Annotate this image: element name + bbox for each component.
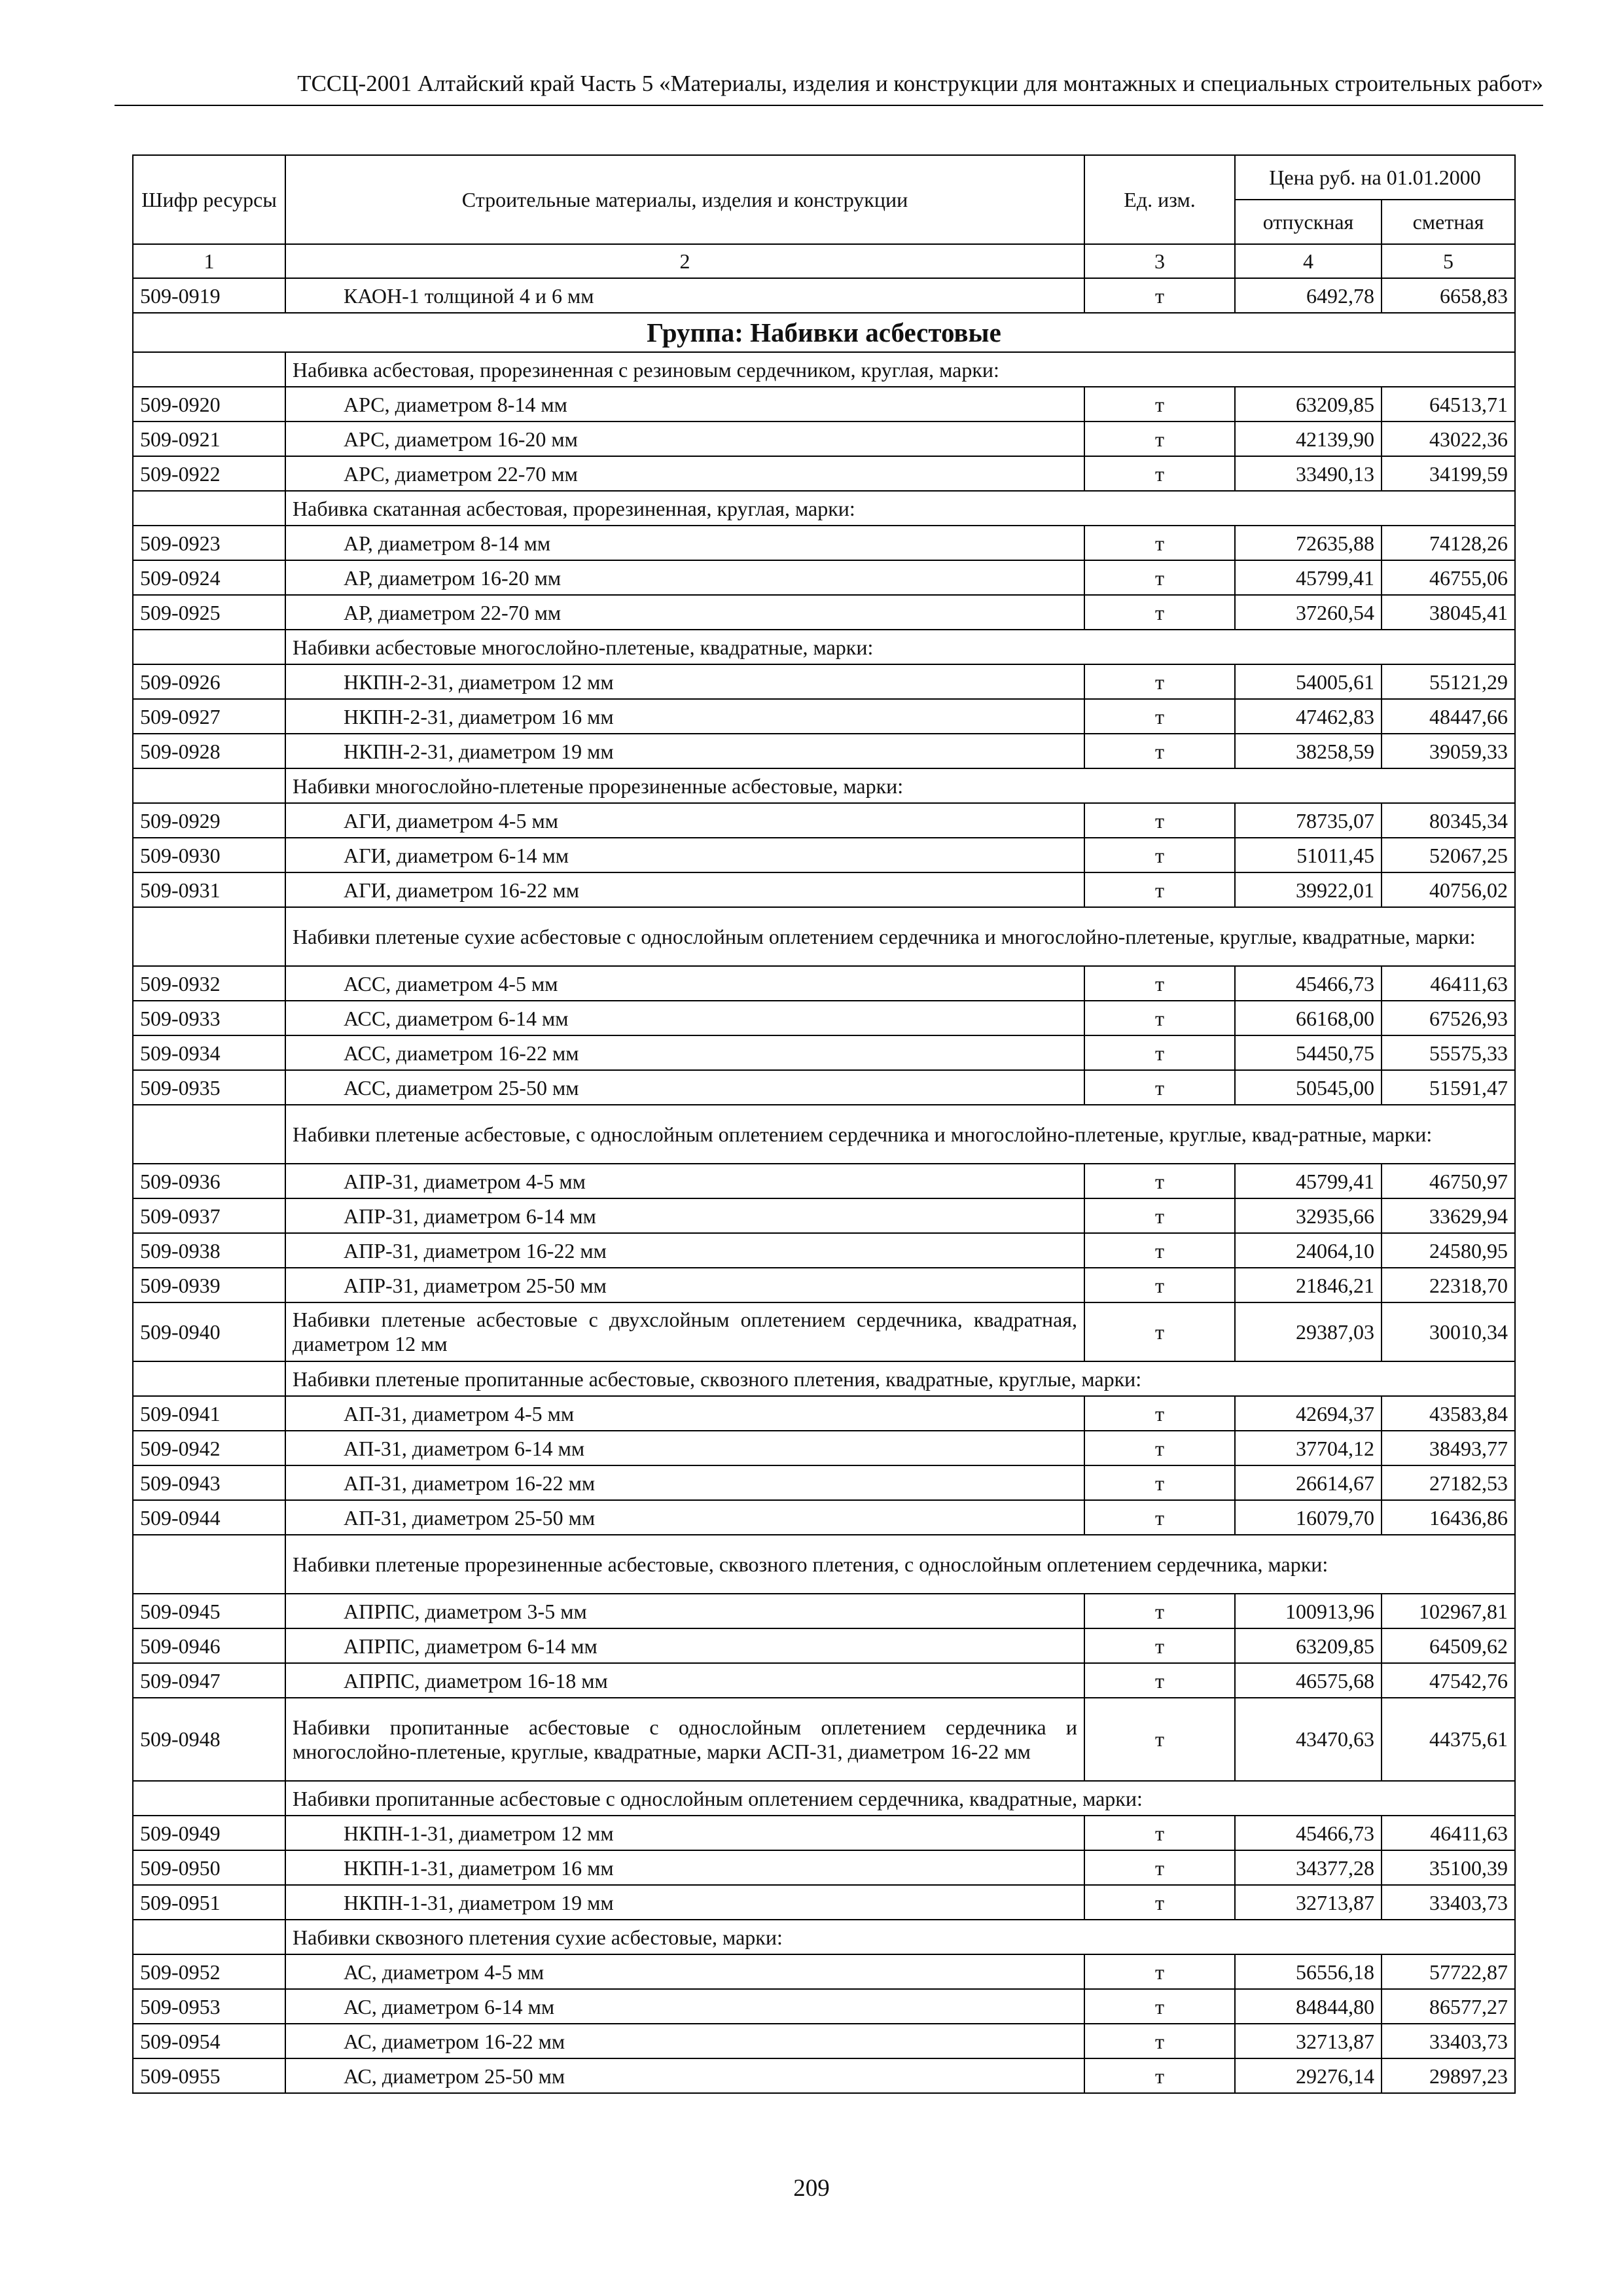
table-body bbox=[133, 278, 1515, 2093]
subheading-row bbox=[133, 1781, 1515, 1816]
table-row bbox=[133, 872, 1515, 907]
table-row bbox=[133, 1663, 1515, 1698]
material-name: АПРПС, диаметром 3-5 мм bbox=[285, 1594, 1084, 1628]
material-name: АГИ, диаметром 6-14 мм bbox=[285, 838, 1084, 872]
unit-cell: т bbox=[1084, 1954, 1235, 1989]
release-price: 63209,85 bbox=[1235, 1628, 1382, 1663]
release-price: 37260,54 bbox=[1235, 595, 1382, 630]
estimate-price: 38045,41 bbox=[1382, 595, 1515, 630]
unit-cell: т bbox=[1084, 664, 1235, 699]
estimate-price: 102967,81 bbox=[1382, 1594, 1515, 1628]
resource-code: 509-0923 bbox=[133, 526, 285, 560]
material-name: АС, диаметром 6-14 мм bbox=[285, 1989, 1084, 2024]
resource-code: 509-0953 bbox=[133, 1989, 285, 2024]
estimate-price: 24580,95 bbox=[1382, 1233, 1515, 1268]
material-name: АС, диаметром 4-5 мм bbox=[285, 1954, 1084, 1989]
estimate-price: 22318,70 bbox=[1382, 1268, 1515, 1302]
material-name: АГИ, диаметром 4-5 мм bbox=[285, 803, 1084, 838]
group-heading: Группа: Набивки асбестовые bbox=[133, 313, 1515, 352]
resource-code: 509-0930 bbox=[133, 838, 285, 872]
release-price: 24064,10 bbox=[1235, 1233, 1382, 1268]
unit-cell: т bbox=[1084, 1268, 1235, 1302]
material-name: АПР-31, диаметром 16-22 мм bbox=[285, 1233, 1084, 1268]
estimate-price: 55575,33 bbox=[1382, 1035, 1515, 1070]
material-name: АРС, диаметром 8-14 мм bbox=[285, 387, 1084, 422]
resource-code: 509-0950 bbox=[133, 1850, 285, 1885]
unit-cell: т bbox=[1084, 872, 1235, 907]
release-price: 100913,96 bbox=[1235, 1594, 1382, 1628]
estimate-price: 16436,86 bbox=[1382, 1500, 1515, 1535]
header-rule bbox=[115, 105, 1543, 106]
resource-code: 509-0955 bbox=[133, 2058, 285, 2093]
release-price: 16079,70 bbox=[1235, 1500, 1382, 1535]
estimate-price: 46755,06 bbox=[1382, 560, 1515, 595]
resource-code: 509-0949 bbox=[133, 1816, 285, 1850]
subheading-row bbox=[133, 1920, 1515, 1954]
col-header-name: Строительные материалы, изделия и конструкции bbox=[285, 155, 1084, 244]
release-price: 56556,18 bbox=[1235, 1954, 1382, 1989]
table-row bbox=[133, 1850, 1515, 1885]
table-row bbox=[133, 1816, 1515, 1850]
estimate-price: 33403,73 bbox=[1382, 1885, 1515, 1920]
unit-cell: т bbox=[1084, 456, 1235, 491]
resource-code: 509-0938 bbox=[133, 1233, 285, 1268]
material-name: АС, диаметром 16-22 мм bbox=[285, 2024, 1084, 2058]
subheading-row bbox=[133, 630, 1515, 664]
unit-cell: т bbox=[1084, 1070, 1235, 1105]
material-name: НКПН-1-31, диаметром 16 мм bbox=[285, 1850, 1084, 1885]
resource-code: 509-0924 bbox=[133, 560, 285, 595]
table-row bbox=[133, 560, 1515, 595]
release-price: 32935,66 bbox=[1235, 1198, 1382, 1233]
resource-code: 509-0933 bbox=[133, 1001, 285, 1035]
material-name: АСС, диаметром 6-14 мм bbox=[285, 1001, 1084, 1035]
unit-cell: т bbox=[1084, 1198, 1235, 1233]
material-name: АСС, диаметром 4-5 мм bbox=[285, 966, 1084, 1001]
release-price: 78735,07 bbox=[1235, 803, 1382, 838]
resource-code: 509-0954 bbox=[133, 2024, 285, 2058]
release-price: 50545,00 bbox=[1235, 1070, 1382, 1105]
empty-cell bbox=[133, 1361, 285, 1396]
material-name: АПРПС, диаметром 16-18 мм bbox=[285, 1663, 1084, 1698]
release-price: 46575,68 bbox=[1235, 1663, 1382, 1698]
material-name: АП-31, диаметром 6-14 мм bbox=[285, 1431, 1084, 1465]
estimate-price: 80345,34 bbox=[1382, 803, 1515, 838]
resource-code: 509-0935 bbox=[133, 1070, 285, 1105]
estimate-price: 46411,63 bbox=[1382, 1816, 1515, 1850]
release-price: 42694,37 bbox=[1235, 1396, 1382, 1431]
resource-code: 509-0937 bbox=[133, 1198, 285, 1233]
unit-cell: т bbox=[1084, 2024, 1235, 2058]
table-row bbox=[133, 1989, 1515, 2024]
material-name: Набивки пропитанные асбестовые с однослойным оплетением сердечника и многослойно-плетеные, круглые, квадратные, марки АСП-31, диаметром 16-22 мм bbox=[285, 1698, 1084, 1781]
material-name: АПР-31, диаметром 25-50 мм bbox=[285, 1268, 1084, 1302]
unit-cell: т bbox=[1084, 699, 1235, 734]
unit-cell: т bbox=[1084, 1816, 1235, 1850]
unit-cell: т bbox=[1084, 1989, 1235, 2024]
col-header-estimate-price: сметная bbox=[1382, 200, 1515, 244]
unit-cell: т bbox=[1084, 278, 1235, 313]
estimate-price: 74128,26 bbox=[1382, 526, 1515, 560]
estimate-price: 67526,93 bbox=[1382, 1001, 1515, 1035]
table-row bbox=[133, 1198, 1515, 1233]
release-price: 66168,00 bbox=[1235, 1001, 1382, 1035]
table-row bbox=[133, 1035, 1515, 1070]
material-name: АРС, диаметром 16-20 мм bbox=[285, 422, 1084, 456]
estimate-price: 38493,77 bbox=[1382, 1431, 1515, 1465]
page-number: 209 bbox=[793, 2175, 830, 2202]
table-row bbox=[133, 595, 1515, 630]
subheading-row bbox=[133, 1361, 1515, 1396]
unit-cell: т bbox=[1084, 1035, 1235, 1070]
release-price: 32713,87 bbox=[1235, 2024, 1382, 2058]
release-price: 51011,45 bbox=[1235, 838, 1382, 872]
estimate-price: 33403,73 bbox=[1382, 2024, 1515, 2058]
subheading-text: Набивка асбестовая, прорезиненная с резиновым сердечником, круглая, марки: bbox=[285, 352, 1515, 387]
table-row bbox=[133, 734, 1515, 768]
subheading-row bbox=[133, 907, 1515, 966]
material-name: АПР-31, диаметром 4-5 мм bbox=[285, 1164, 1084, 1198]
unit-cell: т bbox=[1084, 526, 1235, 560]
release-price: 42139,90 bbox=[1235, 422, 1382, 456]
resource-code: 509-0929 bbox=[133, 803, 285, 838]
estimate-price: 55121,29 bbox=[1382, 664, 1515, 699]
estimate-price: 27182,53 bbox=[1382, 1465, 1515, 1500]
table-row bbox=[133, 966, 1515, 1001]
material-name: АП-31, диаметром 4-5 мм bbox=[285, 1396, 1084, 1431]
subheading-row bbox=[133, 491, 1515, 526]
column-number: 5 bbox=[1382, 244, 1515, 278]
subheading-text: Набивки пропитанные асбестовые с однослойным оплетением сердечника, квадратные, марки: bbox=[285, 1781, 1515, 1816]
unit-cell: т bbox=[1084, 803, 1235, 838]
subheading-row bbox=[133, 352, 1515, 387]
table-row bbox=[133, 1628, 1515, 1663]
release-price: 45466,73 bbox=[1235, 966, 1382, 1001]
table-row bbox=[133, 1233, 1515, 1268]
material-name: АР, диаметром 22-70 мм bbox=[285, 595, 1084, 630]
material-name: Набивки плетеные асбестовые с двухслойным оплетением сердечника, квадратная, диаметром 12 мм bbox=[285, 1302, 1084, 1361]
table-row bbox=[133, 387, 1515, 422]
table-row bbox=[133, 1594, 1515, 1628]
table-row bbox=[133, 1070, 1515, 1105]
unit-cell: т bbox=[1084, 1628, 1235, 1663]
material-name: НКПН-1-31, диаметром 12 мм bbox=[285, 1816, 1084, 1850]
resource-code: 509-0925 bbox=[133, 595, 285, 630]
subheading-text: Набивки многослойно-плетеные прорезиненные асбестовые, марки: bbox=[285, 768, 1515, 803]
subheading-text: Набивки плетеные сухие асбестовые с однослойным оплетением сердечника и многослойно-плетеные, круглые, квадратные, марки: bbox=[285, 907, 1515, 966]
subheading-text: Набивки сквозного плетения сухие асбестовые, марки: bbox=[285, 1920, 1515, 1954]
release-price: 54005,61 bbox=[1235, 664, 1382, 699]
column-number: 2 bbox=[285, 244, 1084, 278]
resource-code: 509-0932 bbox=[133, 966, 285, 1001]
material-name: АРС, диаметром 22-70 мм bbox=[285, 456, 1084, 491]
unit-cell: т bbox=[1084, 1850, 1235, 1885]
resource-code: 509-0927 bbox=[133, 699, 285, 734]
col-header-code: Шифр ресурсы bbox=[133, 155, 285, 244]
estimate-price: 29897,23 bbox=[1382, 2058, 1515, 2093]
resource-code: 509-0939 bbox=[133, 1268, 285, 1302]
release-price: 6492,78 bbox=[1235, 278, 1382, 313]
release-price: 37704,12 bbox=[1235, 1431, 1382, 1465]
resource-code: 509-0945 bbox=[133, 1594, 285, 1628]
estimate-price: 35100,39 bbox=[1382, 1850, 1515, 1885]
material-name: АПР-31, диаметром 6-14 мм bbox=[285, 1198, 1084, 1233]
material-name: АС, диаметром 25-50 мм bbox=[285, 2058, 1084, 2093]
unit-cell: т bbox=[1084, 595, 1235, 630]
release-price: 32713,87 bbox=[1235, 1885, 1382, 1920]
release-price: 54450,75 bbox=[1235, 1035, 1382, 1070]
table-row bbox=[133, 456, 1515, 491]
resource-code: 509-0942 bbox=[133, 1431, 285, 1465]
release-price: 33490,13 bbox=[1235, 456, 1382, 491]
empty-cell bbox=[133, 907, 285, 966]
unit-cell: т bbox=[1084, 1164, 1235, 1198]
empty-cell bbox=[133, 1535, 285, 1594]
unit-cell: т bbox=[1084, 1465, 1235, 1500]
resource-code: 509-0941 bbox=[133, 1396, 285, 1431]
estimate-price: 44375,61 bbox=[1382, 1698, 1515, 1781]
unit-cell: т bbox=[1084, 560, 1235, 595]
unit-cell: т bbox=[1084, 1396, 1235, 1431]
material-name: АП-31, диаметром 25-50 мм bbox=[285, 1500, 1084, 1535]
table-row bbox=[133, 1396, 1515, 1431]
resource-code: 509-0926 bbox=[133, 664, 285, 699]
column-number-row bbox=[133, 244, 1515, 278]
empty-cell bbox=[133, 1781, 285, 1816]
empty-cell bbox=[133, 1105, 285, 1164]
release-price: 26614,67 bbox=[1235, 1465, 1382, 1500]
empty-cell bbox=[133, 1920, 285, 1954]
subheading-text: Набивки плетеные пропитанные асбестовые, сквозного плетения, квадратные, круглые, марки: bbox=[285, 1361, 1515, 1396]
release-price: 29387,03 bbox=[1235, 1302, 1382, 1361]
material-name: НКПН-1-31, диаметром 19 мм bbox=[285, 1885, 1084, 1920]
material-name: КАОН-1 толщиной 4 и 6 мм bbox=[285, 278, 1084, 313]
estimate-price: 43022,36 bbox=[1382, 422, 1515, 456]
unit-cell: т bbox=[1084, 387, 1235, 422]
resource-code: 509-0936 bbox=[133, 1164, 285, 1198]
table-row bbox=[133, 2024, 1515, 2058]
resource-code: 509-0947 bbox=[133, 1663, 285, 1698]
material-name: НКПН-2-31, диаметром 12 мм bbox=[285, 664, 1084, 699]
resource-code: 509-0931 bbox=[133, 872, 285, 907]
estimate-price: 46411,63 bbox=[1382, 966, 1515, 1001]
unit-cell: т bbox=[1084, 1001, 1235, 1035]
empty-cell bbox=[133, 491, 285, 526]
col-header-price-group: Цена руб. на 01.01.2000 bbox=[1235, 155, 1515, 200]
estimate-price: 6658,83 bbox=[1382, 278, 1515, 313]
estimate-price: 40756,02 bbox=[1382, 872, 1515, 907]
unit-cell: т bbox=[1084, 1698, 1235, 1781]
table-row bbox=[133, 278, 1515, 313]
estimate-price: 46750,97 bbox=[1382, 1164, 1515, 1198]
empty-cell bbox=[133, 630, 285, 664]
running-header: ТССЦ-2001 Алтайский край Часть 5 «Материалы, изделия и конструкции для монтажных и специальных строительных работ» bbox=[297, 71, 1543, 96]
table-row bbox=[133, 1885, 1515, 1920]
resource-code: 509-0948 bbox=[133, 1698, 285, 1781]
subheading-row bbox=[133, 768, 1515, 803]
release-price: 21846,21 bbox=[1235, 1268, 1382, 1302]
group-heading-row bbox=[133, 313, 1515, 352]
table-row bbox=[133, 1698, 1515, 1781]
resource-code: 509-0922 bbox=[133, 456, 285, 491]
resource-code: 509-0946 bbox=[133, 1628, 285, 1663]
unit-cell: т bbox=[1084, 966, 1235, 1001]
unit-cell: т bbox=[1084, 1302, 1235, 1361]
subheading-row bbox=[133, 1535, 1515, 1594]
estimate-price: 39059,33 bbox=[1382, 734, 1515, 768]
resource-code: 509-0943 bbox=[133, 1465, 285, 1500]
unit-cell: т bbox=[1084, 1431, 1235, 1465]
material-name: АП-31, диаметром 16-22 мм bbox=[285, 1465, 1084, 1500]
estimate-price: 52067,25 bbox=[1382, 838, 1515, 872]
material-name: АР, диаметром 8-14 мм bbox=[285, 526, 1084, 560]
release-price: 45466,73 bbox=[1235, 1816, 1382, 1850]
table-row bbox=[133, 1302, 1515, 1361]
table-row bbox=[133, 1431, 1515, 1465]
table-row bbox=[133, 664, 1515, 699]
subheading-text: Набивки плетеные прорезиненные асбестовые, сквозного плетения, с однослойным оплетением сердечника, марки: bbox=[285, 1535, 1515, 1594]
release-price: 47462,83 bbox=[1235, 699, 1382, 734]
release-price: 72635,88 bbox=[1235, 526, 1382, 560]
resource-code: 509-0919 bbox=[133, 278, 285, 313]
subheading-text: Набивки плетеные асбестовые, с однослойным оплетением сердечника и многослойно-плетеные, круглые, квад-ратные, марки: bbox=[285, 1105, 1515, 1164]
table-row bbox=[133, 699, 1515, 734]
unit-cell: т bbox=[1084, 1885, 1235, 1920]
estimate-price: 57722,87 bbox=[1382, 1954, 1515, 1989]
unit-cell: т bbox=[1084, 734, 1235, 768]
unit-cell: т bbox=[1084, 838, 1235, 872]
unit-cell: т bbox=[1084, 2058, 1235, 2093]
table-row bbox=[133, 1500, 1515, 1535]
material-name: АР, диаметром 16-20 мм bbox=[285, 560, 1084, 595]
estimate-price: 51591,47 bbox=[1382, 1070, 1515, 1105]
estimate-price: 47542,76 bbox=[1382, 1663, 1515, 1698]
resource-code: 509-0920 bbox=[133, 387, 285, 422]
estimate-price: 48447,66 bbox=[1382, 699, 1515, 734]
table-row bbox=[133, 1465, 1515, 1500]
table-row bbox=[133, 1954, 1515, 1989]
estimate-price: 86577,27 bbox=[1382, 1989, 1515, 2024]
table-row bbox=[133, 1001, 1515, 1035]
subheading-row bbox=[133, 1105, 1515, 1164]
resource-code: 509-0940 bbox=[133, 1302, 285, 1361]
resource-code: 509-0952 bbox=[133, 1954, 285, 1989]
estimate-price: 64509,62 bbox=[1382, 1628, 1515, 1663]
resource-code: 509-0928 bbox=[133, 734, 285, 768]
estimate-price: 30010,34 bbox=[1382, 1302, 1515, 1361]
table-row bbox=[133, 2058, 1515, 2093]
table-row bbox=[133, 526, 1515, 560]
release-price: 34377,28 bbox=[1235, 1850, 1382, 1885]
estimate-price: 64513,71 bbox=[1382, 387, 1515, 422]
release-price: 38258,59 bbox=[1235, 734, 1382, 768]
material-name: АСС, диаметром 25-50 мм bbox=[285, 1070, 1084, 1105]
estimate-price: 34199,59 bbox=[1382, 456, 1515, 491]
resource-code: 509-0944 bbox=[133, 1500, 285, 1535]
table-row bbox=[133, 838, 1515, 872]
release-price: 43470,63 bbox=[1235, 1698, 1382, 1781]
column-number: 3 bbox=[1084, 244, 1235, 278]
release-price: 45799,41 bbox=[1235, 560, 1382, 595]
material-name: АСС, диаметром 16-22 мм bbox=[285, 1035, 1084, 1070]
table-row bbox=[133, 422, 1515, 456]
unit-cell: т bbox=[1084, 422, 1235, 456]
column-number: 4 bbox=[1235, 244, 1382, 278]
col-header-release-price: отпускная bbox=[1235, 200, 1382, 244]
col-header-unit: Ед. изм. bbox=[1084, 155, 1235, 244]
unit-cell: т bbox=[1084, 1594, 1235, 1628]
estimate-price: 43583,84 bbox=[1382, 1396, 1515, 1431]
empty-cell bbox=[133, 352, 285, 387]
unit-cell: т bbox=[1084, 1663, 1235, 1698]
material-name: НКПН-2-31, диаметром 16 мм bbox=[285, 699, 1084, 734]
release-price: 63209,85 bbox=[1235, 387, 1382, 422]
subheading-text: Набивка скатанная асбестовая, прорезиненная, круглая, марки: bbox=[285, 491, 1515, 526]
release-price: 29276,14 bbox=[1235, 2058, 1382, 2093]
column-number: 1 bbox=[133, 244, 285, 278]
unit-cell: т bbox=[1084, 1233, 1235, 1268]
resource-code: 509-0951 bbox=[133, 1885, 285, 1920]
material-name: АПРПС, диаметром 6-14 мм bbox=[285, 1628, 1084, 1663]
table-row bbox=[133, 1164, 1515, 1198]
release-price: 84844,80 bbox=[1235, 1989, 1382, 2024]
estimate-price: 33629,94 bbox=[1382, 1198, 1515, 1233]
release-price: 39922,01 bbox=[1235, 872, 1382, 907]
table-row bbox=[133, 803, 1515, 838]
resource-code: 509-0921 bbox=[133, 422, 285, 456]
material-name: АГИ, диаметром 16-22 мм bbox=[285, 872, 1084, 907]
price-table bbox=[132, 154, 1516, 2094]
table-row bbox=[133, 1268, 1515, 1302]
resource-code: 509-0934 bbox=[133, 1035, 285, 1070]
subheading-text: Набивки асбестовые многослойно-плетеные, квадратные, марки: bbox=[285, 630, 1515, 664]
release-price: 45799,41 bbox=[1235, 1164, 1382, 1198]
material-name: НКПН-2-31, диаметром 19 мм bbox=[285, 734, 1084, 768]
unit-cell: т bbox=[1084, 1500, 1235, 1535]
empty-cell bbox=[133, 768, 285, 803]
